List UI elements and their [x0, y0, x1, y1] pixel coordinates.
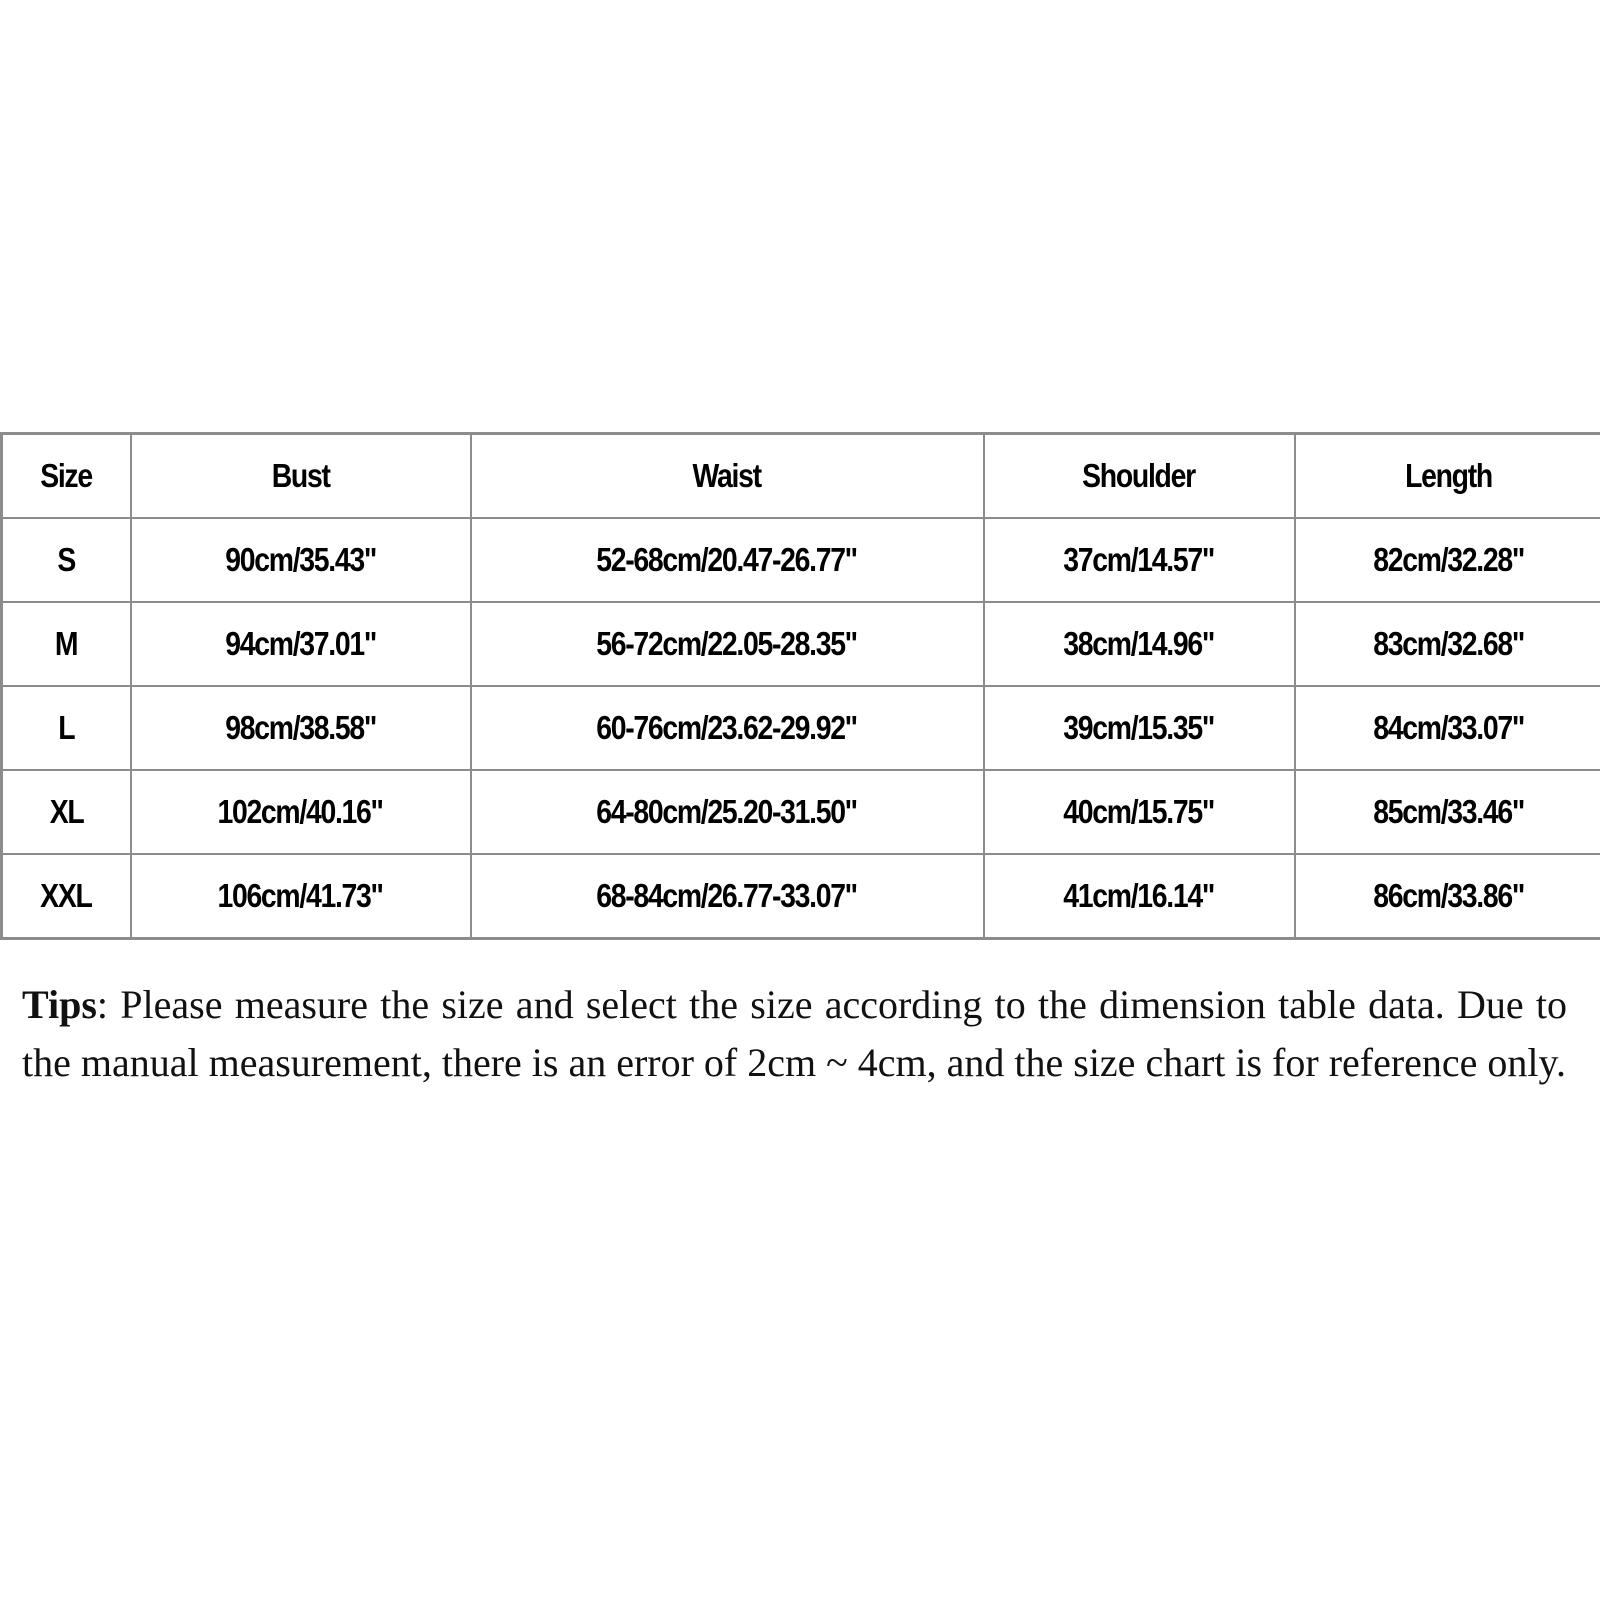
cell-size: L — [2, 686, 131, 770]
header-bust: Bust — [131, 434, 471, 519]
cell-shoulder: 39cm/15.35" — [984, 686, 1295, 770]
header-size: Size — [2, 434, 131, 519]
cell-bust: 106cm/41.73" — [131, 854, 471, 939]
cell-bust: 90cm/35.43" — [131, 518, 471, 602]
cell-shoulder: 38cm/14.96" — [984, 602, 1295, 686]
table-row — [2, 854, 1600, 939]
cell-length: 85cm/33.46" — [1295, 770, 1600, 854]
cell-length: 83cm/32.68" — [1295, 602, 1600, 686]
size-chart-table — [0, 432, 1600, 940]
cell-size: XL — [2, 770, 131, 854]
table-row — [2, 686, 1600, 770]
cell-length: 82cm/32.28" — [1295, 518, 1600, 602]
cell-shoulder: 40cm/15.75" — [984, 770, 1295, 854]
cell-shoulder: 41cm/16.14" — [984, 854, 1295, 939]
table-header-row — [2, 434, 1600, 519]
cell-waist: 64-80cm/25.20-31.50" — [471, 770, 984, 854]
cell-size: S — [2, 518, 131, 602]
header-waist: Waist — [471, 434, 984, 519]
cell-length: 86cm/33.86" — [1295, 854, 1600, 939]
cell-bust: 98cm/38.58" — [131, 686, 471, 770]
tips-text: : Please measure the size and select the size according to the dimension table data. Due to the manual measurement, there is an error of 2cm ~ 4cm, and the size chart is for reference only. — [22, 982, 1567, 1085]
cell-waist: 56-72cm/22.05-28.35" — [471, 602, 984, 686]
header-shoulder: Shoulder — [984, 434, 1295, 519]
cell-waist: 52-68cm/20.47-26.77" — [471, 518, 984, 602]
tips-label: Tips — [22, 982, 97, 1027]
table-row — [2, 602, 1600, 686]
cell-length: 84cm/33.07" — [1295, 686, 1600, 770]
cell-waist: 68-84cm/26.77-33.07" — [471, 854, 984, 939]
table-row — [2, 518, 1600, 602]
table-row — [2, 770, 1600, 854]
cell-bust: 102cm/40.16" — [131, 770, 471, 854]
cell-size: M — [2, 602, 131, 686]
header-length: Length — [1295, 434, 1600, 519]
cell-waist: 60-76cm/23.62-29.92" — [471, 686, 984, 770]
cell-bust: 94cm/37.01" — [131, 602, 471, 686]
tips-paragraph — [22, 976, 1567, 1092]
cell-size: XXL — [2, 854, 131, 939]
cell-shoulder: 37cm/14.57" — [984, 518, 1295, 602]
